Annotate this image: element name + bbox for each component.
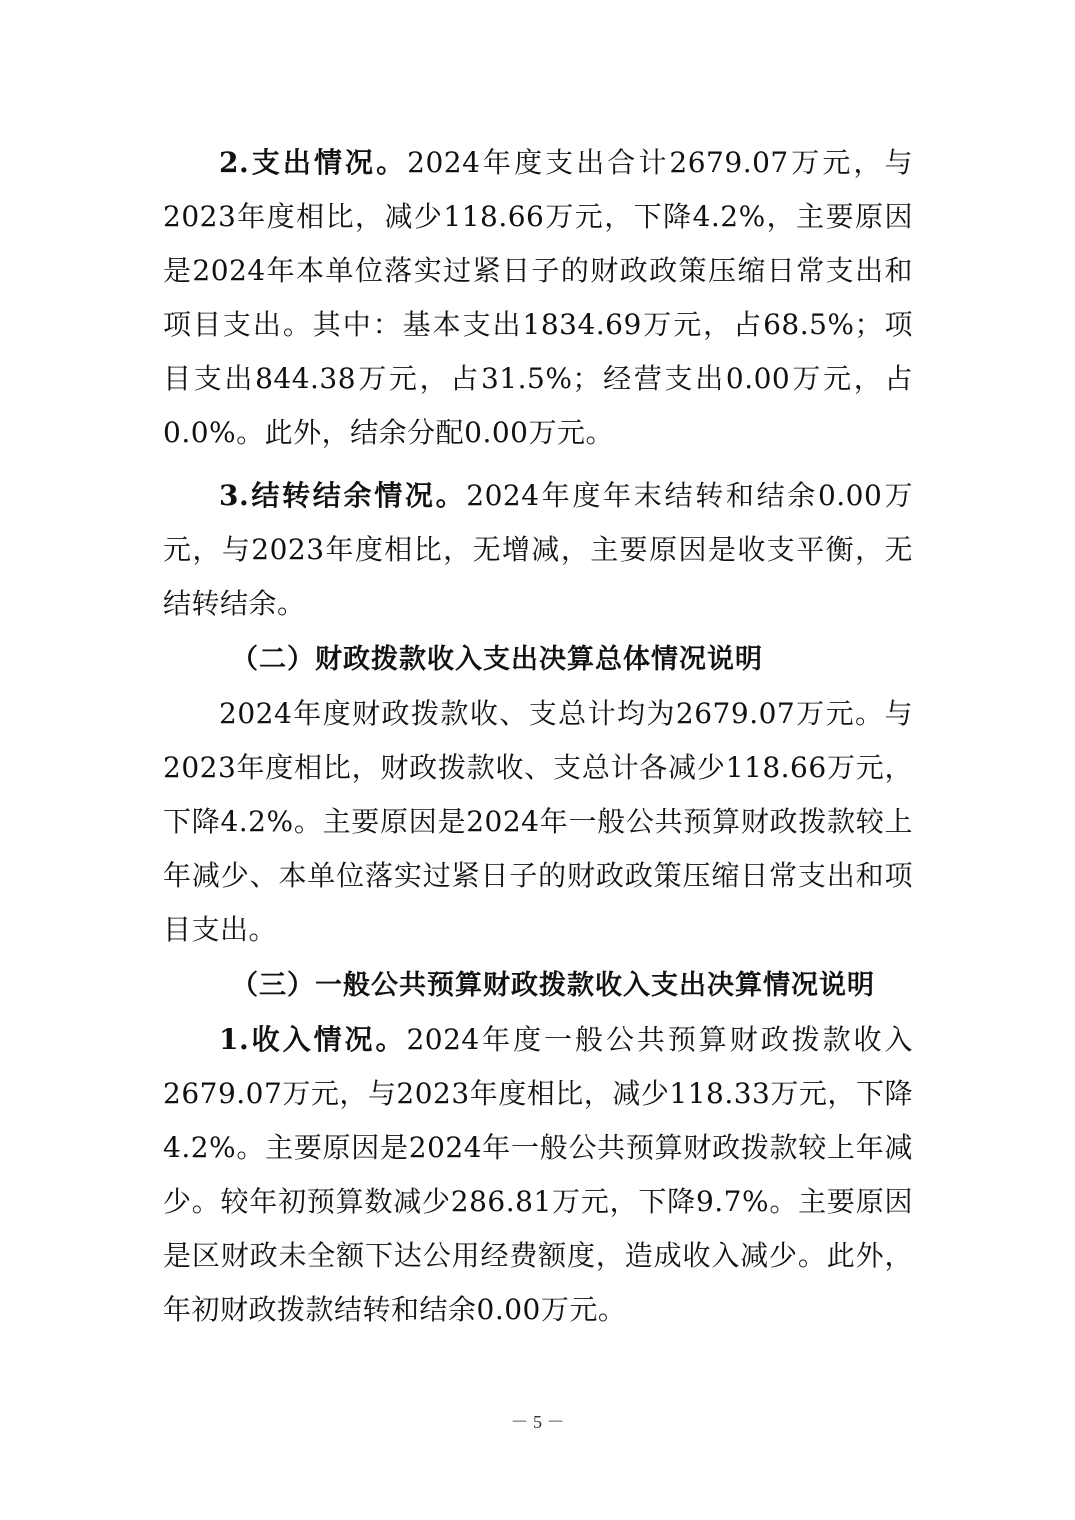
carryover-text: 2024年度年末结转和结余0.00万元，与2023年度相比，无增减，主要原因是收支平衡，无结转结余。	[163, 479, 914, 620]
income-text: 2024年度一般公共预算财政拨款收入2679.07万元，与2023年度相比，减少118.33万元，下降4.2%。主要原因是2024年一般公共预算财政拨款较上年减少。较年初预算数减少286.81万元，下降9.7%。主要原因是区财政未全额下达公用经费额度，造成收入减少。此外，年初财政拨款结转和结余0.00万元。	[163, 1023, 913, 1326]
fiscal-overall-paragraph: 2024年度财政拨款收、支总计均为2679.07万元。与2023年度相比，财政拨款收、支总计各减少118.66万元，下降4.2%。主要原因是2024年一般公共预算财政拨款较上年减少、本单位落实过紧日子的财政政策压缩日常支出和项目支出。	[163, 697, 913, 946]
expenditure-paragraph	[163, 136, 913, 460]
income-lead: 1.收入情况。	[219, 1023, 407, 1056]
expenditure-lead: 2.支出情况。	[219, 146, 408, 179]
carryover-paragraph	[163, 469, 913, 631]
income-paragraph	[163, 1013, 913, 1337]
expenditure-text: 2024年度支出合计2679.07万元，与2023年度相比，减少118.66万元，下降4.2%，主要原因是2024年本单位落实过紧日子的财政政策压缩日常支出和项目支出。其中：基本支出1834.69万元，占68.5%；项目支出844.38万元，占31.5%；经营支出0.00万元，占0.0%。此外，结余分配0.00万元。	[163, 146, 914, 449]
document-body	[163, 136, 913, 1337]
fiscal-overall-heading: （二）财政拨款收入支出决算总体情况说明	[231, 644, 763, 675]
page-number: － 5 －	[510, 1412, 565, 1432]
carryover-lead: 3.结转结余情况。	[219, 479, 467, 512]
general-budget-heading: （三）一般公共预算财政拨款收入支出决算情况说明	[231, 970, 875, 1001]
